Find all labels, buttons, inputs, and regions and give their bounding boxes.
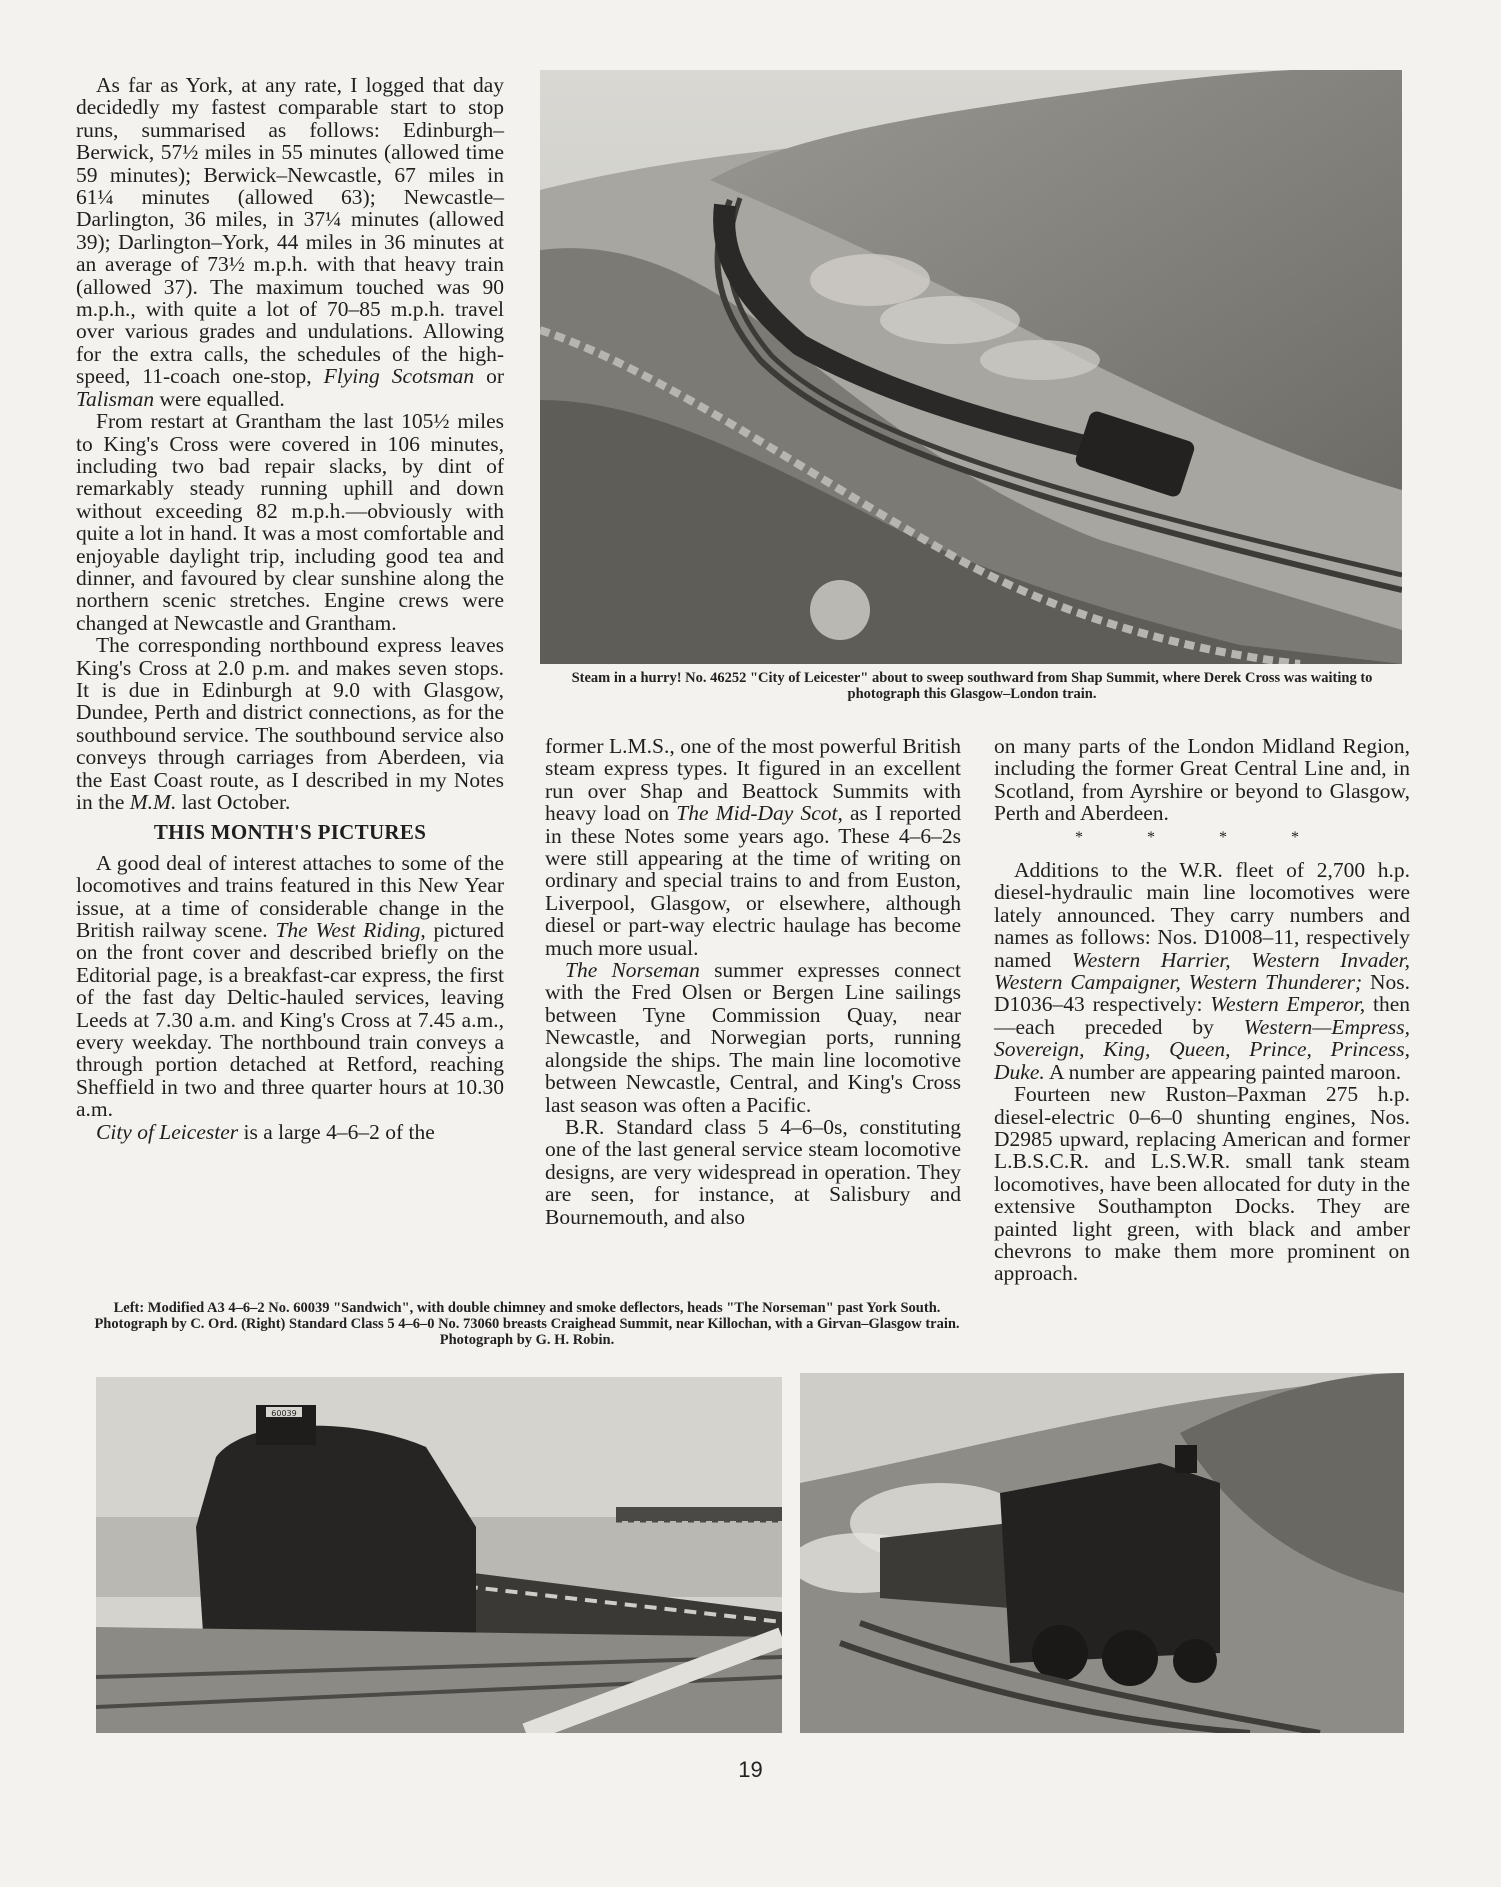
column-1 xyxy=(76,74,504,1143)
column-3 xyxy=(994,735,1410,1285)
paragraph: As far as York, at any rate, I logged that day decidedly my fastest comparable start to stop runs, summarised as follows: Edinburgh–Berwick, 57½ miles in 55 minutes (allowed time 59 minutes); Berwick–Newcastle, 67 miles in 61¼ minutes (allowed 63); Newcastle–Darlington, 36 miles, in 37¼ minutes (allowed 39); Darlington–York, 44 miles in 36 minutes at an average of 73½ m.p.h. with that heavy train (allowed 37). The maximum touched was 90 m.p.h., with quite a lot of 70–85 m.p.h. travel over various grades and undulations. Allowing for the extra calls, the schedules of the high-speed, 11-coach one-stop, Flying Scotsman or Talisman were equalled. xyxy=(76,73,504,411)
paragraph: on many parts of the London Midland Region, including the former Great Central Line and, in Scotland, from Ayrshire or beyond to Glasgow, Perth and Aberdeen. xyxy=(994,734,1410,826)
paragraph: From restart at Grantham the last 105½ miles to King's Cross were covered in 106 minutes, including two bad repair slacks, by dint of remarkably steady running uphill and down without exceeding 82 m.p.h.—obviously with quite a lot in hand. It was a most comfortable and enjoyable daylight trip, including good tea and dinner, and favoured by clear sunshine along the northern scenic stretches. Engine crews were changed at Newcastle and Grantham. xyxy=(76,409,504,635)
photo-shap-summit xyxy=(540,70,1402,664)
paragraph: The Norseman summer expresses connect with the Fred Olsen or Bergen Line sailings between Tyne Commission Quay, near Newcastle, and Norwegian ports, running alongside the ships. The main line locomotive between Newcastle, Central, and King's Cross last season was often a Pacific. xyxy=(545,958,961,1117)
section-divider: * * * * xyxy=(1075,828,1329,846)
page-number: 19 xyxy=(738,1757,763,1782)
caption-bottom-photos: Left: Modified A3 4–6–2 No. 60039 "Sandwich", with double chimney and smoke deflectors, heads "The Norseman" past York South. Photograph by C. Ord. (Right) Standard Class 5 4–6–0 No. 73060 breasts Craighead Summit, near Killochan, with a Girvan–Glasgow train. Photograph by G. H. Robin. xyxy=(94,1300,960,1348)
paragraph: A good deal of interest attaches to some of the locomotives and trains featured in this New Year issue, at a time of considerable change in the British railway scene. The West Riding, pictured on the front cover and described briefly on the Editorial page, is a breakfast-car express, the first of the fast day Deltic-hauled services, leaving Leeds at 7.30 a.m. and King's Cross at 7.45 a.m., every weekday. The northbound train conveys a through portion detached at Retford, reaching Sheffield in two and three quarter hours at 10.30 a.m. xyxy=(76,850,504,1122)
paragraph: Additions to the W.R. fleet of 2,700 h.p. diesel-hydraulic main line locomotives were lately announced. They carry numbers and names as follows: Nos. D1008–11, respectively named Western Harrier, Western Invader, Western Campaigner, Western Thunderer; Nos. D1036–43 respectively: Western Emperor, then—each preceded by Western—Empress, Sovereign, King, Queen, Prince, Princess, Duke. A number are appearing painted maroon. xyxy=(994,858,1410,1084)
section-heading: THIS MONTH'S PICTURES xyxy=(153,820,427,845)
smokebox-number: 60039 xyxy=(271,1409,297,1418)
caption-shap-summit: Steam in a hurry! No. 46252 "City of Leicester" about to sweep southward from Shap Summit, where Derek Cross was waiting to photograph this Glasgow–London train. xyxy=(571,670,1373,702)
column-2 xyxy=(545,735,961,1228)
paragraph: The corresponding northbound express leaves King's Cross at 2.0 p.m. and makes seven stops. It is due in Edinburgh at 9.0 with Glasgow, Dundee, Perth and district connections, as for the southbound service. The southbound service also conveys through carriages from Aberdeen, via the East Coast route, as I described in my Notes in the M.M. last October. xyxy=(76,633,504,814)
photo-york-south xyxy=(96,1377,782,1733)
paragraph: Fourteen new Ruston–Paxman 275 h.p. diesel-electric 0–6–0 shunting engines, Nos. D2985 upward, replacing American and former L.B.S.C.R. and L.S.W.R. small tank steam locomotives, have been allocated for duty in the extensive Southampton Docks. They are painted light green, with black and amber chevrons to make them more prominent on approach. xyxy=(994,1082,1410,1286)
paragraph: City of Leicester is a large 4–6–2 of the xyxy=(96,1119,435,1144)
paragraph: former L.M.S., one of the most powerful British steam express types. It figured in an excellent run over Shap and Beattock Summits with heavy load on The Mid-Day Scot, as I reported in these Notes some years ago. These 4–6–2s were still appearing at the time of writing on ordinary and special trains to and from Euston, Liverpool, Glasgow, or elsewhere, although diesel or part-way electric haulage has become much more usual. xyxy=(545,734,961,960)
photo-craighead-summit xyxy=(800,1373,1404,1733)
paragraph: B.R. Standard class 5 4–6–0s, constituting one of the last general service steam locomotive designs, are very widespread in operation. They are seen, for instance, at Salisbury and Bournemouth, and also xyxy=(545,1114,961,1229)
